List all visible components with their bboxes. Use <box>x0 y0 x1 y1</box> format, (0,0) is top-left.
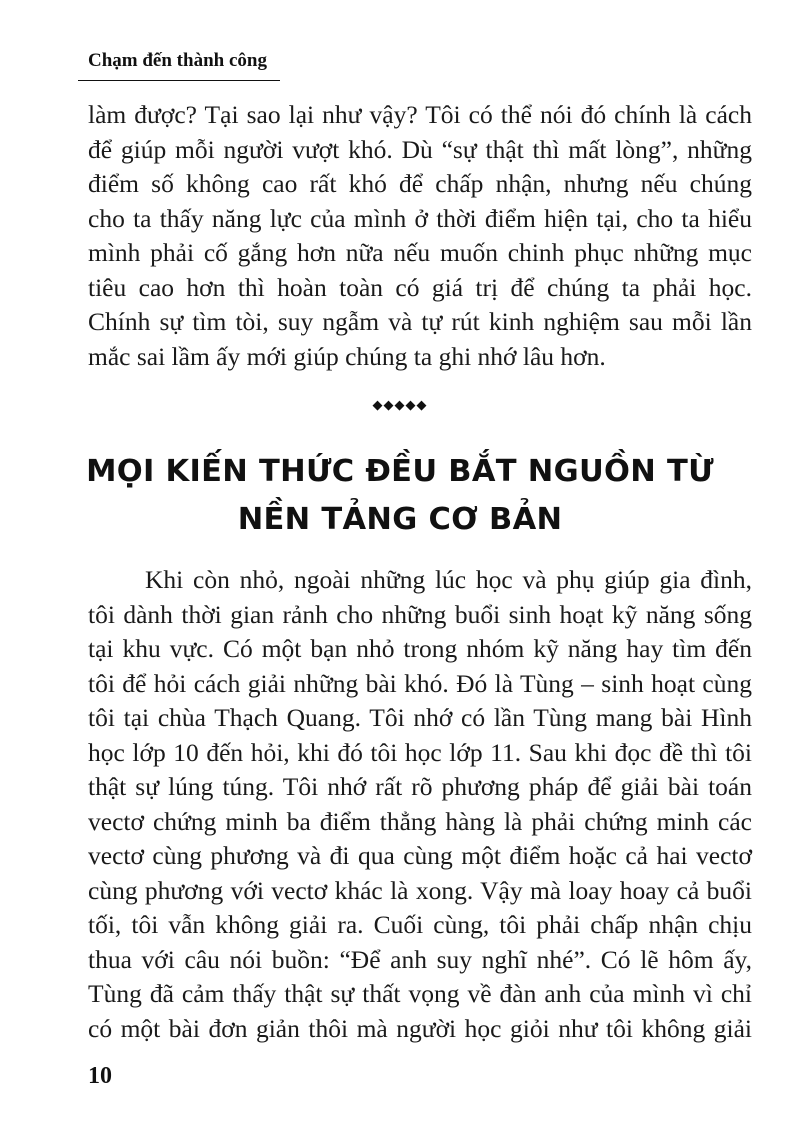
section-heading <box>0 448 800 544</box>
text-line: tối, tôi vẫn không giải ra. Cuối cùng, tôi phải chấp nhận chịu <box>88 910 752 939</box>
section-heading-line: MỌI KIẾN THỨC ĐỀU BẮT NGUỒN TỪ <box>86 454 714 489</box>
running-head: Chạm đến thành công <box>88 50 267 71</box>
text-line: điểm số không cao rất khó để chấp nhận, nhưng nếu chúng <box>88 169 752 198</box>
text-line: Chính sự tìm tòi, suy ngẫm và tự rút kinh nghiệm sau mỗi lần <box>88 307 752 336</box>
text-line: Khi còn nhỏ, ngoài những lúc học và phụ giúp gia đình, <box>145 565 752 594</box>
text-line: tôi dành thời gian rảnh cho những buổi sinh hoạt kỹ năng sống <box>88 599 752 629</box>
paragraph-continued <box>88 98 752 374</box>
text-line: tôi để hỏi cách giải những bài khó. Đó là Tùng – sinh hoạt cùng <box>88 668 752 698</box>
paragraph-section <box>88 563 752 1046</box>
text-line: mắc sai lầm ấy mới giúp chúng ta ghi nhớ lâu hơn. <box>88 341 606 371</box>
text-line: tiêu cao hơn thì hoàn toàn có giá trị để chúng ta phải học. <box>88 272 752 302</box>
section-ornament: ◆◆◆◆◆ <box>372 398 428 413</box>
text-line: cùng phương với vectơ khác là xong. Vậy mà loay hoay cả buổi <box>88 875 752 905</box>
text-line: học lớp 10 đến hỏi, khi đó tôi học lớp 11. Sau khi đọc đề thì tôi <box>88 737 752 767</box>
text-line: thật sự lúng túng. Tôi nhớ rất rõ phương pháp để giải bài toán <box>88 772 752 801</box>
section-heading-line: NỀN TẢNG CƠ BẢN <box>237 502 563 537</box>
running-head-rule <box>78 80 280 81</box>
text-line: vectơ cùng phương và đi qua cùng một điểm hoặc cả hai vectơ <box>88 841 752 870</box>
text-line: tại khu vực. Có một bạn nhỏ trong nhóm kỹ năng hay tìm đến <box>88 634 752 663</box>
text-line: thua với câu nói buồn: “Để anh suy nghĩ nhé”. Có lẽ hôm ấy, <box>88 944 752 974</box>
text-line: Tùng đã cảm thấy thật sự thất vọng về đàn anh của mình vì chỉ <box>88 979 752 1008</box>
text-line: mình phải cố gắng hơn nữa nếu muốn chinh phục những mục <box>88 238 752 267</box>
text-line: vectơ chứng minh ba điểm thẳng hàng là phải chứng minh các <box>88 806 752 836</box>
text-line: có một bài đơn giản thôi mà người học giỏi như tôi không giải <box>88 1013 752 1043</box>
text-line: để giúp mỗi người vượt khó. Dù “sự thật thì mất lòng”, những <box>88 134 752 164</box>
page-number: 10 <box>88 1063 112 1089</box>
text-line: cho ta thấy năng lực của mình ở thời điểm hiện tại, cho ta hiểu <box>88 203 752 233</box>
text-line: tôi tại chùa Thạch Quang. Tôi nhớ có lần Tùng mang bài Hình <box>88 703 752 732</box>
text-line: làm được? Tại sao lại như vậy? Tôi có thể nói đó chính là cách <box>88 100 752 129</box>
